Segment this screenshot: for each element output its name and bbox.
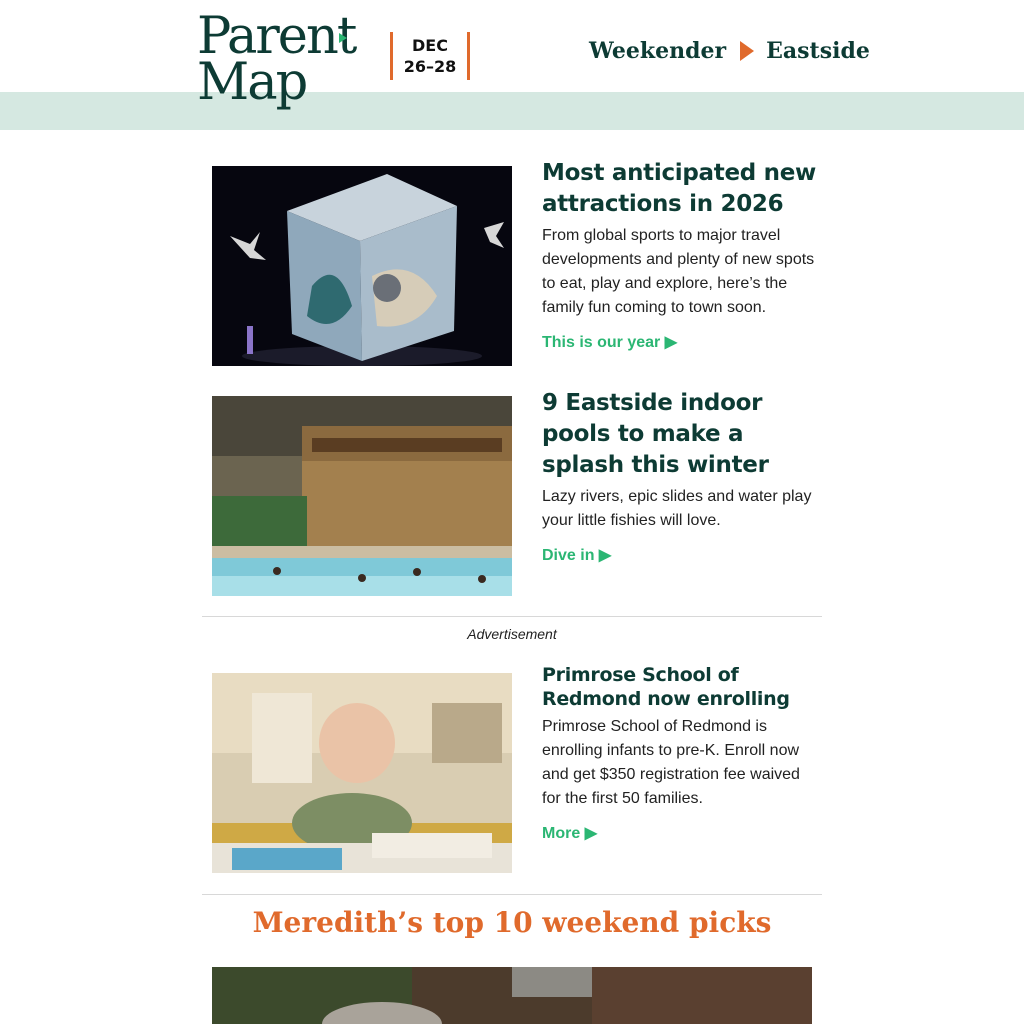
ad-image-baby[interactable] [212,673,512,873]
play-triangle-icon: ▶ [598,547,612,564]
article-image-attraction[interactable] [212,166,512,366]
article-link-this-is-our-year[interactable] [542,332,822,352]
logo-line2: Map [197,53,307,112]
article-image-pool[interactable] [212,396,512,596]
weekend-picks-image[interactable] [212,967,812,1024]
date-days: 26–28 [403,57,457,76]
article-body: From global sports to major travel developments and plenty of new spots to eat, play and explore, here’s the family fun coming to town soon. [542,227,815,316]
article-body: Lazy rivers, epic slides and water play your little fishies will love. [542,488,812,529]
date-month: DEC [412,36,448,55]
edition-label [589,38,870,64]
header-band [0,92,1024,130]
link-text: This is our year [542,334,661,351]
play-triangle-icon: ▶ [584,825,597,842]
edition-weekender: Weekender [589,38,727,64]
article-link-dive-in[interactable] [542,545,822,565]
parentmap-logo[interactable] [197,7,357,112]
link-text: Dive in [542,547,595,564]
logo-line1: Parent [197,7,356,66]
play-triangle-icon: ▶ [664,334,678,351]
edition-arrow-icon [740,41,754,61]
article-title[interactable]: 9 Eastside indoor pools to make a splash this winter [542,390,769,478]
divider [202,616,822,617]
logo-triangle-icon [339,33,347,43]
ad-body: Primrose School of Redmond is enrolling infants to pre-K. Enroll now and get $350 registration fee waived for the first 50 families. [542,718,800,807]
edition-eastside: Eastside [766,38,870,64]
weekend-picks-heading: Meredith’s top 10 weekend picks [252,906,772,939]
divider [202,894,822,895]
ad-title[interactable]: Primrose School of Redmond now enrolling [542,664,790,710]
advertisement-label: Advertisement [467,626,557,642]
article-title[interactable]: Most anticipated new attractions in 2026 [542,160,816,217]
date-badge [390,32,470,80]
link-text: More [542,825,581,842]
ad-link-more[interactable] [542,823,822,843]
